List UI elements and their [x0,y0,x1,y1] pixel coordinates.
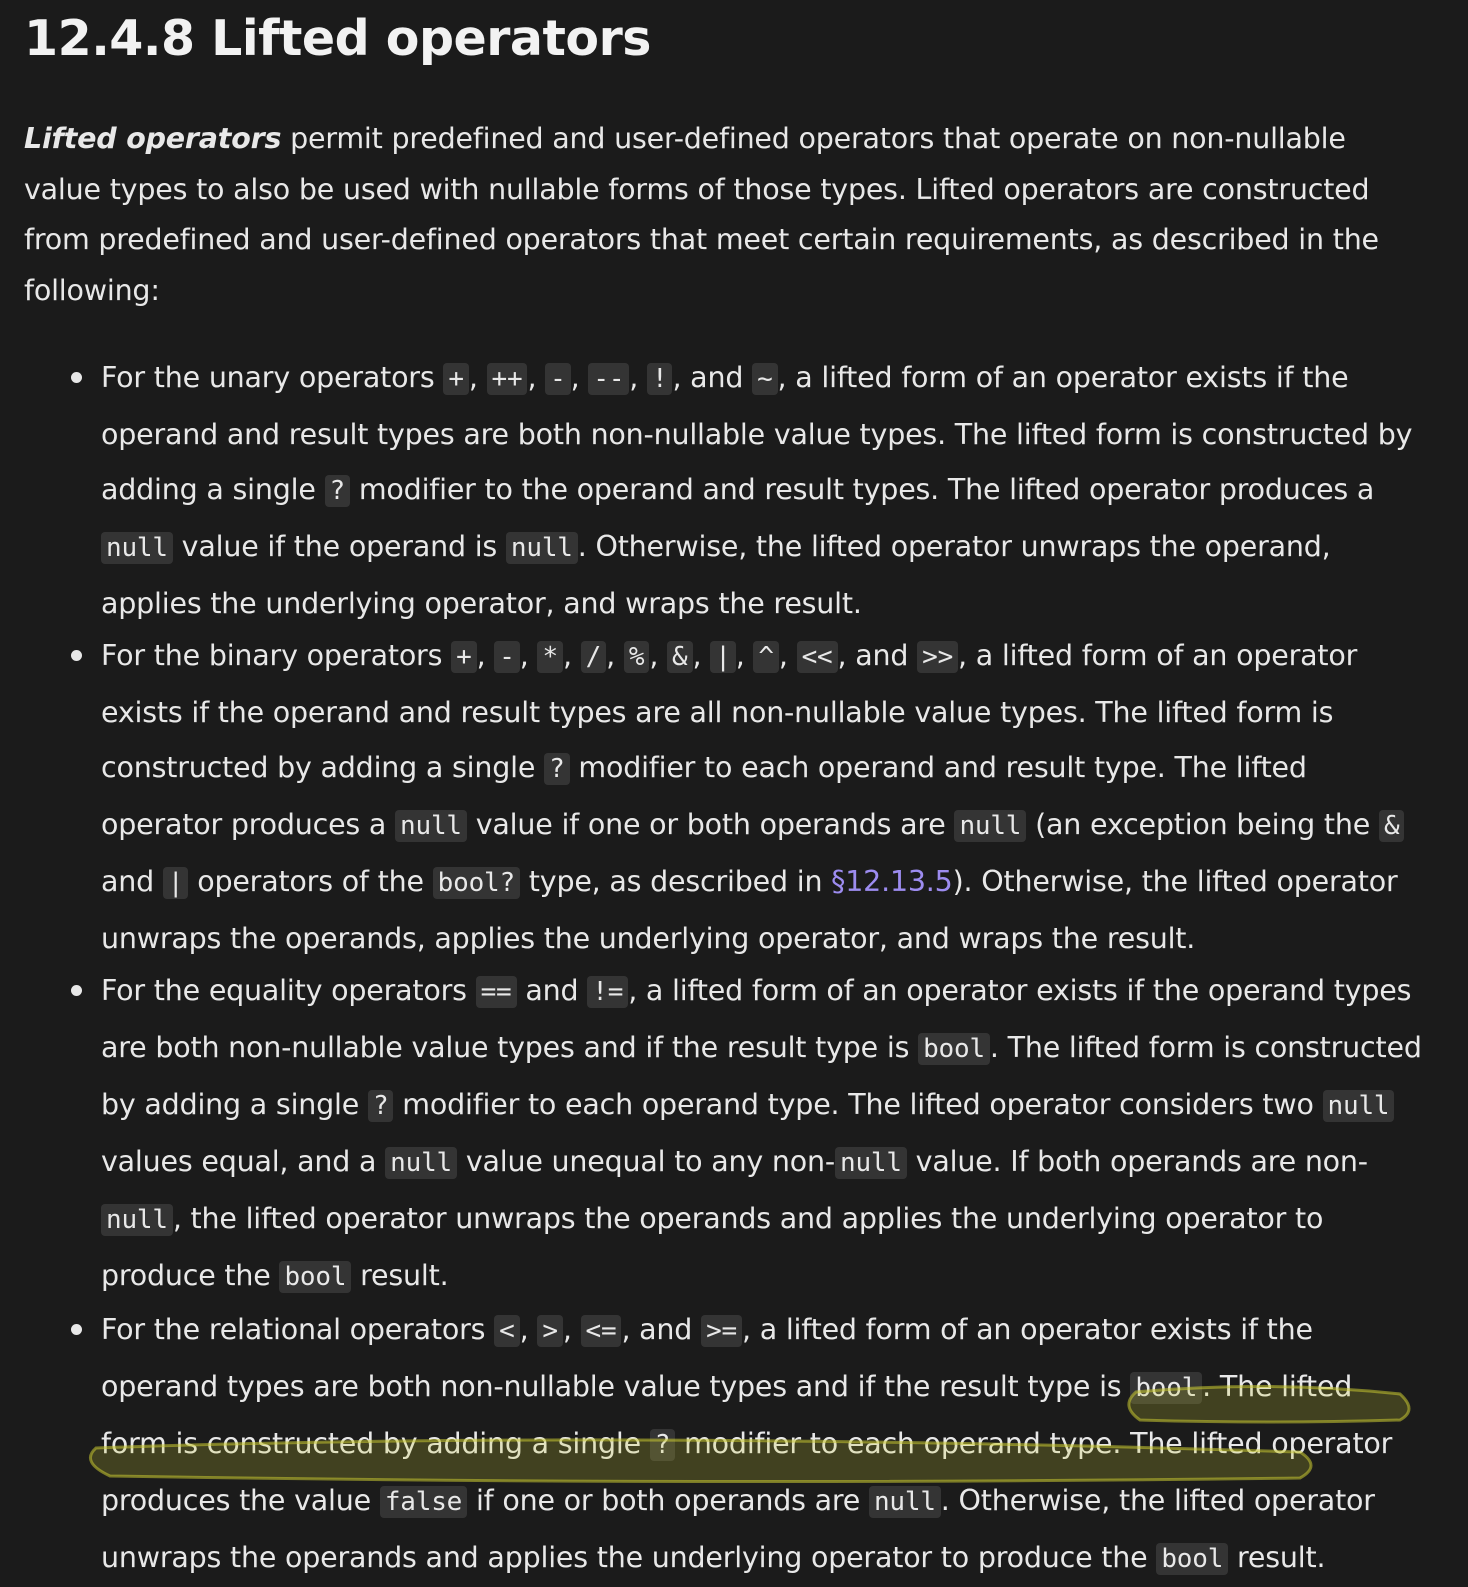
text: value. If both operands are non- [906,1145,1368,1178]
text: values equal, and a [101,1145,386,1178]
type-code: bool? [433,867,520,899]
text: , a lifted form of an operator exists if the operand types are both non-nullable value types and if the result type is [101,1313,1313,1403]
text: . Otherwise, the lifted operator unwraps the operands and applies the underlying operator to produce the [101,1484,1375,1574]
null-code: null [395,810,467,842]
text: . The lifted form is constructed by adding a single [101,1370,1353,1460]
text: modifier to each operand type. [675,1427,1131,1460]
text: . Otherwise, the lifted operator unwraps the operand, applies the underlying operator, and wraps the result. [101,530,1331,620]
text: , and [672,361,753,394]
null-code: null [869,1486,941,1518]
null-code: null [835,1147,907,1179]
text: , [519,639,538,672]
op-code: > [537,1315,562,1347]
rules-list [24,350,1424,1587]
null-code: null [385,1147,457,1179]
op-code: -- [588,363,629,395]
text: (an exception being the [1026,808,1379,841]
op-code: / [581,641,606,673]
text: result. [351,1259,449,1292]
bullet-icon [71,372,82,383]
op-code: % [624,641,649,673]
text: For the relational operators [101,1313,495,1346]
text: and [101,865,163,898]
op-code: >= [701,1315,742,1347]
text: , [468,361,487,394]
null-code: null [101,1204,173,1236]
false-code: false [380,1486,467,1518]
text: , the lifted operator unwraps the operands and applies the underlying operator to produce the [101,1202,1324,1292]
op-code: ! [647,363,672,395]
text: , [649,639,668,672]
op-code: & [1379,810,1404,842]
text: operators of the [188,865,433,898]
text: and [516,974,588,1007]
text: , a lifted form of an operator exists if the operand types are both non-nullable value types and if the result type is [101,974,1412,1064]
text: For the equality operators [101,974,476,1007]
text: modifier to the operand and result types. The lifted operator produces a [350,473,1375,506]
op-code: >> [917,641,958,673]
text: For the unary operators [101,361,444,394]
text: , [606,639,624,672]
text: value unequal to any non- [456,1145,835,1178]
op-code: != [587,976,628,1008]
op-code: ++ [487,363,528,395]
op-code: ^ [753,641,778,673]
op-code: - [494,641,519,673]
op-code: ? [325,475,350,507]
text: , [735,639,754,672]
text: , a lifted form of an operator exists if the operand and result types are both non-nullable value types. The lifted form is constructed by adding a single [101,361,1413,506]
text: type, as described in [519,865,832,898]
bullet-icon [71,1324,82,1335]
bullet-icon [71,650,82,661]
text: , [692,639,711,672]
text: , [629,361,647,394]
list-item-relational [24,1302,1424,1587]
section-link[interactable]: §12.13.5 [831,865,953,898]
op-code: | [710,641,735,673]
list-item-binary [24,628,1424,966]
text: , and [621,1313,702,1346]
text: , [519,1313,538,1346]
type-code: bool [279,1261,351,1293]
highlighted-text: if one or both operands are [467,1484,869,1517]
op-code: + [451,641,476,673]
text: modifier to each operand and result type. The lifted operator produces a [101,751,1307,841]
op-code: ? [368,1090,393,1122]
text: . The lifted form is constructed by adding a single [101,1031,1422,1121]
text: , and [837,639,918,672]
null-code: null [1323,1090,1395,1122]
text: , [570,361,589,394]
null-code: null [954,810,1026,842]
op-code: <= [581,1315,622,1347]
text: , [778,639,797,672]
highlighted-text: The lifted operator produces the value [101,1427,1393,1517]
text: , [562,639,581,672]
text: modifier to each operand type. The lifted operator considers two [393,1088,1323,1121]
op-code: * [537,641,562,673]
bullet-icon [71,985,82,996]
list-item-equality [24,963,1424,1305]
page-title: 12.4.8 Lifted operators [24,10,651,67]
text: , [527,361,546,394]
intro-text: permit predefined and user-defined operators that operate on non-nullable value types to also be used with nullable forms of those types. Lifted operators are constructed from predefined and user-defined operators that meet certain requirements, as described in the following: [24,122,1379,307]
null-code: null [506,532,578,564]
text: result. [1228,1541,1326,1574]
null-code: null [101,532,173,564]
op-code: ? [544,753,569,785]
type-code: bool [1156,1543,1228,1575]
op-code: ~ [752,363,777,395]
article [24,0,1424,1584]
text: , a lifted form of an operator exists if the operand and result types are all non-nullable value types. The lifted form is constructed by adding a single [101,639,1358,784]
text: , [562,1313,581,1346]
intro-term: Lifted operators [24,122,282,155]
type-code: bool [1130,1372,1202,1404]
text: value if the operand is [172,530,506,563]
text: ). Otherwise, the lifted operator unwraps the operands, applies the underlying operator, and wraps the result. [101,865,1398,955]
intro-paragraph [24,114,1424,316]
op-code: & [667,641,692,673]
op-code: | [163,867,188,899]
op-code: - [545,363,570,395]
text: , [476,639,495,672]
text: For the binary operators [101,639,452,672]
op-code: ? [650,1429,675,1461]
op-code: == [476,976,517,1008]
op-code: << [797,641,838,673]
list-item-unary [24,350,1424,631]
type-code: bool [918,1033,990,1065]
op-code: < [494,1315,519,1347]
text: value if one or both operands are [466,808,955,841]
op-code: + [443,363,468,395]
